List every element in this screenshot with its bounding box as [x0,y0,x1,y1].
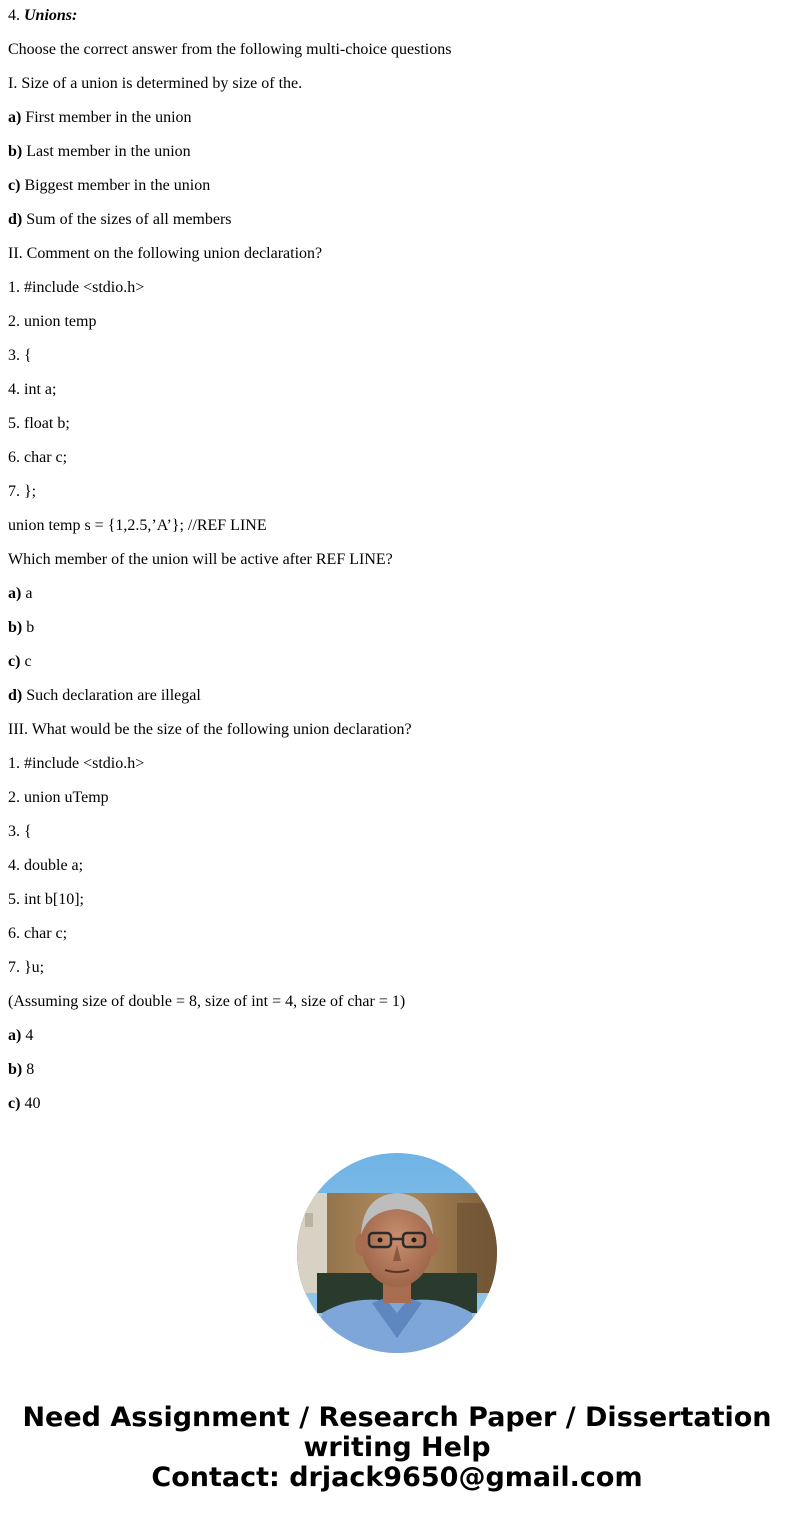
q2-code-line: 3. { [8,347,32,364]
q3-code-line: 5. int b[10]; [8,891,84,908]
q2-option-c: c) c [8,653,32,670]
q2-code-line: 1. #include <stdio.h> [8,279,145,296]
q3-code-line: 1. #include <stdio.h> [8,755,145,772]
q2-code-line: 7. }; [8,483,37,500]
q2-code-line: 5. float b; [8,415,70,432]
q2-option-a: a) a [8,585,33,602]
q3-code-line: 6. char c; [8,925,68,942]
document-body [8,6,778,1128]
q2-option-d: d) Such declaration are illegal [8,687,201,704]
q2-prompt: Which member of the union will be active after REF LINE? [8,551,393,568]
contact-banner [0,1403,794,1493]
q1-option-a: a) First member in the union [8,109,192,126]
q2-ref-line: union temp s = {1,2.5,’A’}; //REF LINE [8,517,267,534]
q3-code-line: 7. }u; [8,959,45,976]
q3-option-c: c) 40 [8,1095,41,1112]
cta-contact-email: Contact: drjack9650@gmail.com [151,1462,643,1493]
q3-assumption: (Assuming size of double = 8, size of int = 4, size of char = 1) [8,993,406,1010]
q3-code-line: 4. double a; [8,857,84,874]
q3-option-b: b) 8 [8,1061,35,1078]
q2-option-b: b) b [8,619,35,636]
question-3: III. What would be the size of the following union declaration? [8,721,412,738]
section-title: Unions: [24,7,78,24]
section-number: 4. [8,7,20,24]
q2-code-line: 6. char c; [8,449,68,466]
q3-code-line: 2. union uTemp [8,789,109,806]
question-1: I. Size of a union is determined by size of the. [8,75,303,92]
q1-option-d: d) Sum of the sizes of all members [8,211,232,228]
section-heading [8,6,778,26]
cta-line-1: Need Assignment / Research Paper / Dissertation [22,1402,772,1433]
question-2: II. Comment on the following union declaration? [8,245,323,262]
q1-option-b: b) Last member in the union [8,143,191,160]
cta-line-2: writing Help [303,1432,491,1463]
q3-code-line: 3. { [8,823,32,840]
q2-code-line: 4. int a; [8,381,57,398]
q3-option-a: a) 4 [8,1027,34,1044]
q2-code-line: 2. union temp [8,313,97,330]
author-avatar [297,1153,497,1353]
q1-option-c: c) Biggest member in the union [8,177,211,194]
author-portrait-image [297,1153,497,1353]
intro-text: Choose the correct answer from the following multi-choice questions [8,41,452,58]
